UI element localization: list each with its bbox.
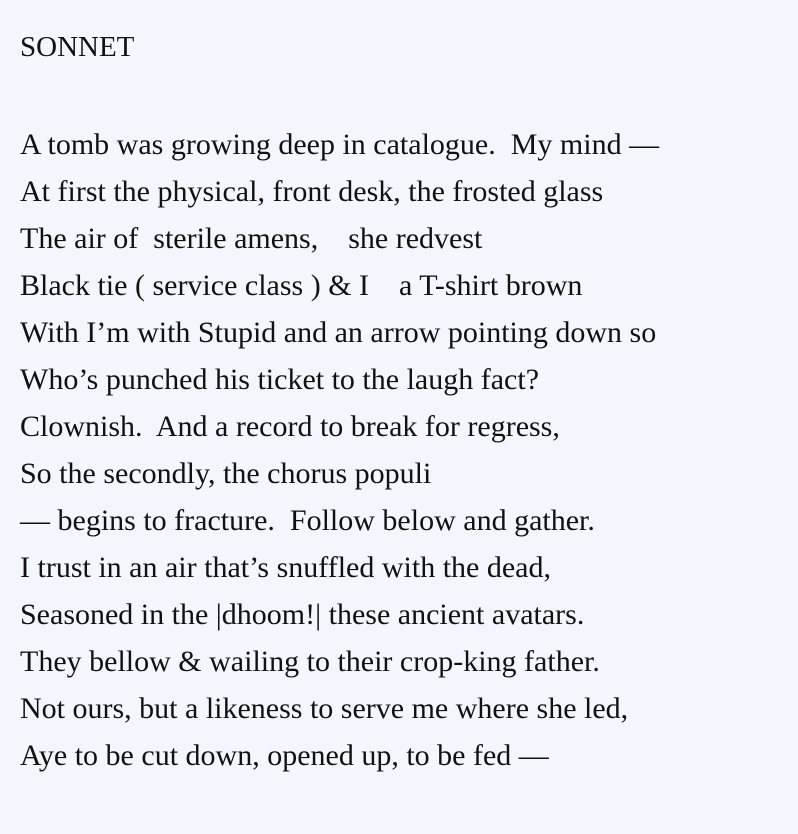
poem-line: The air of sterile amens, she redvest xyxy=(20,222,483,255)
poem-line: With I’m with Stupid and an arrow pointing down so xyxy=(20,316,657,349)
poem-line: Who’s punched his ticket to the laugh fact? xyxy=(20,363,540,396)
poem-line: A tomb was growing deep in catalogue. My mind — xyxy=(20,128,660,161)
poem-line: I trust in an air that’s snuffled with the dead, xyxy=(20,551,551,584)
poem-line: Clownish. And a record to break for regress, xyxy=(20,410,560,443)
poem-line: They bellow & wailing to their crop-king father. xyxy=(20,645,600,678)
poem-line: Not ours, but a likeness to serve me where she led, xyxy=(20,692,629,725)
poem-line: Black tie ( service class ) & I a T-shirt brown xyxy=(20,269,583,302)
poem-line: Aye to be cut down, opened up, to be fed — xyxy=(20,739,549,772)
poem-body xyxy=(20,121,659,779)
poem-line: — begins to fracture. Follow below and gather. xyxy=(20,504,595,537)
poem-line: So the secondly, the chorus populi xyxy=(20,457,432,490)
poem-line: Seasoned in the |dhoom!| these ancient avatars. xyxy=(20,598,585,631)
poem-line: At first the physical, front desk, the frosted glass xyxy=(20,175,604,208)
poem-title: SONNET xyxy=(20,31,135,63)
